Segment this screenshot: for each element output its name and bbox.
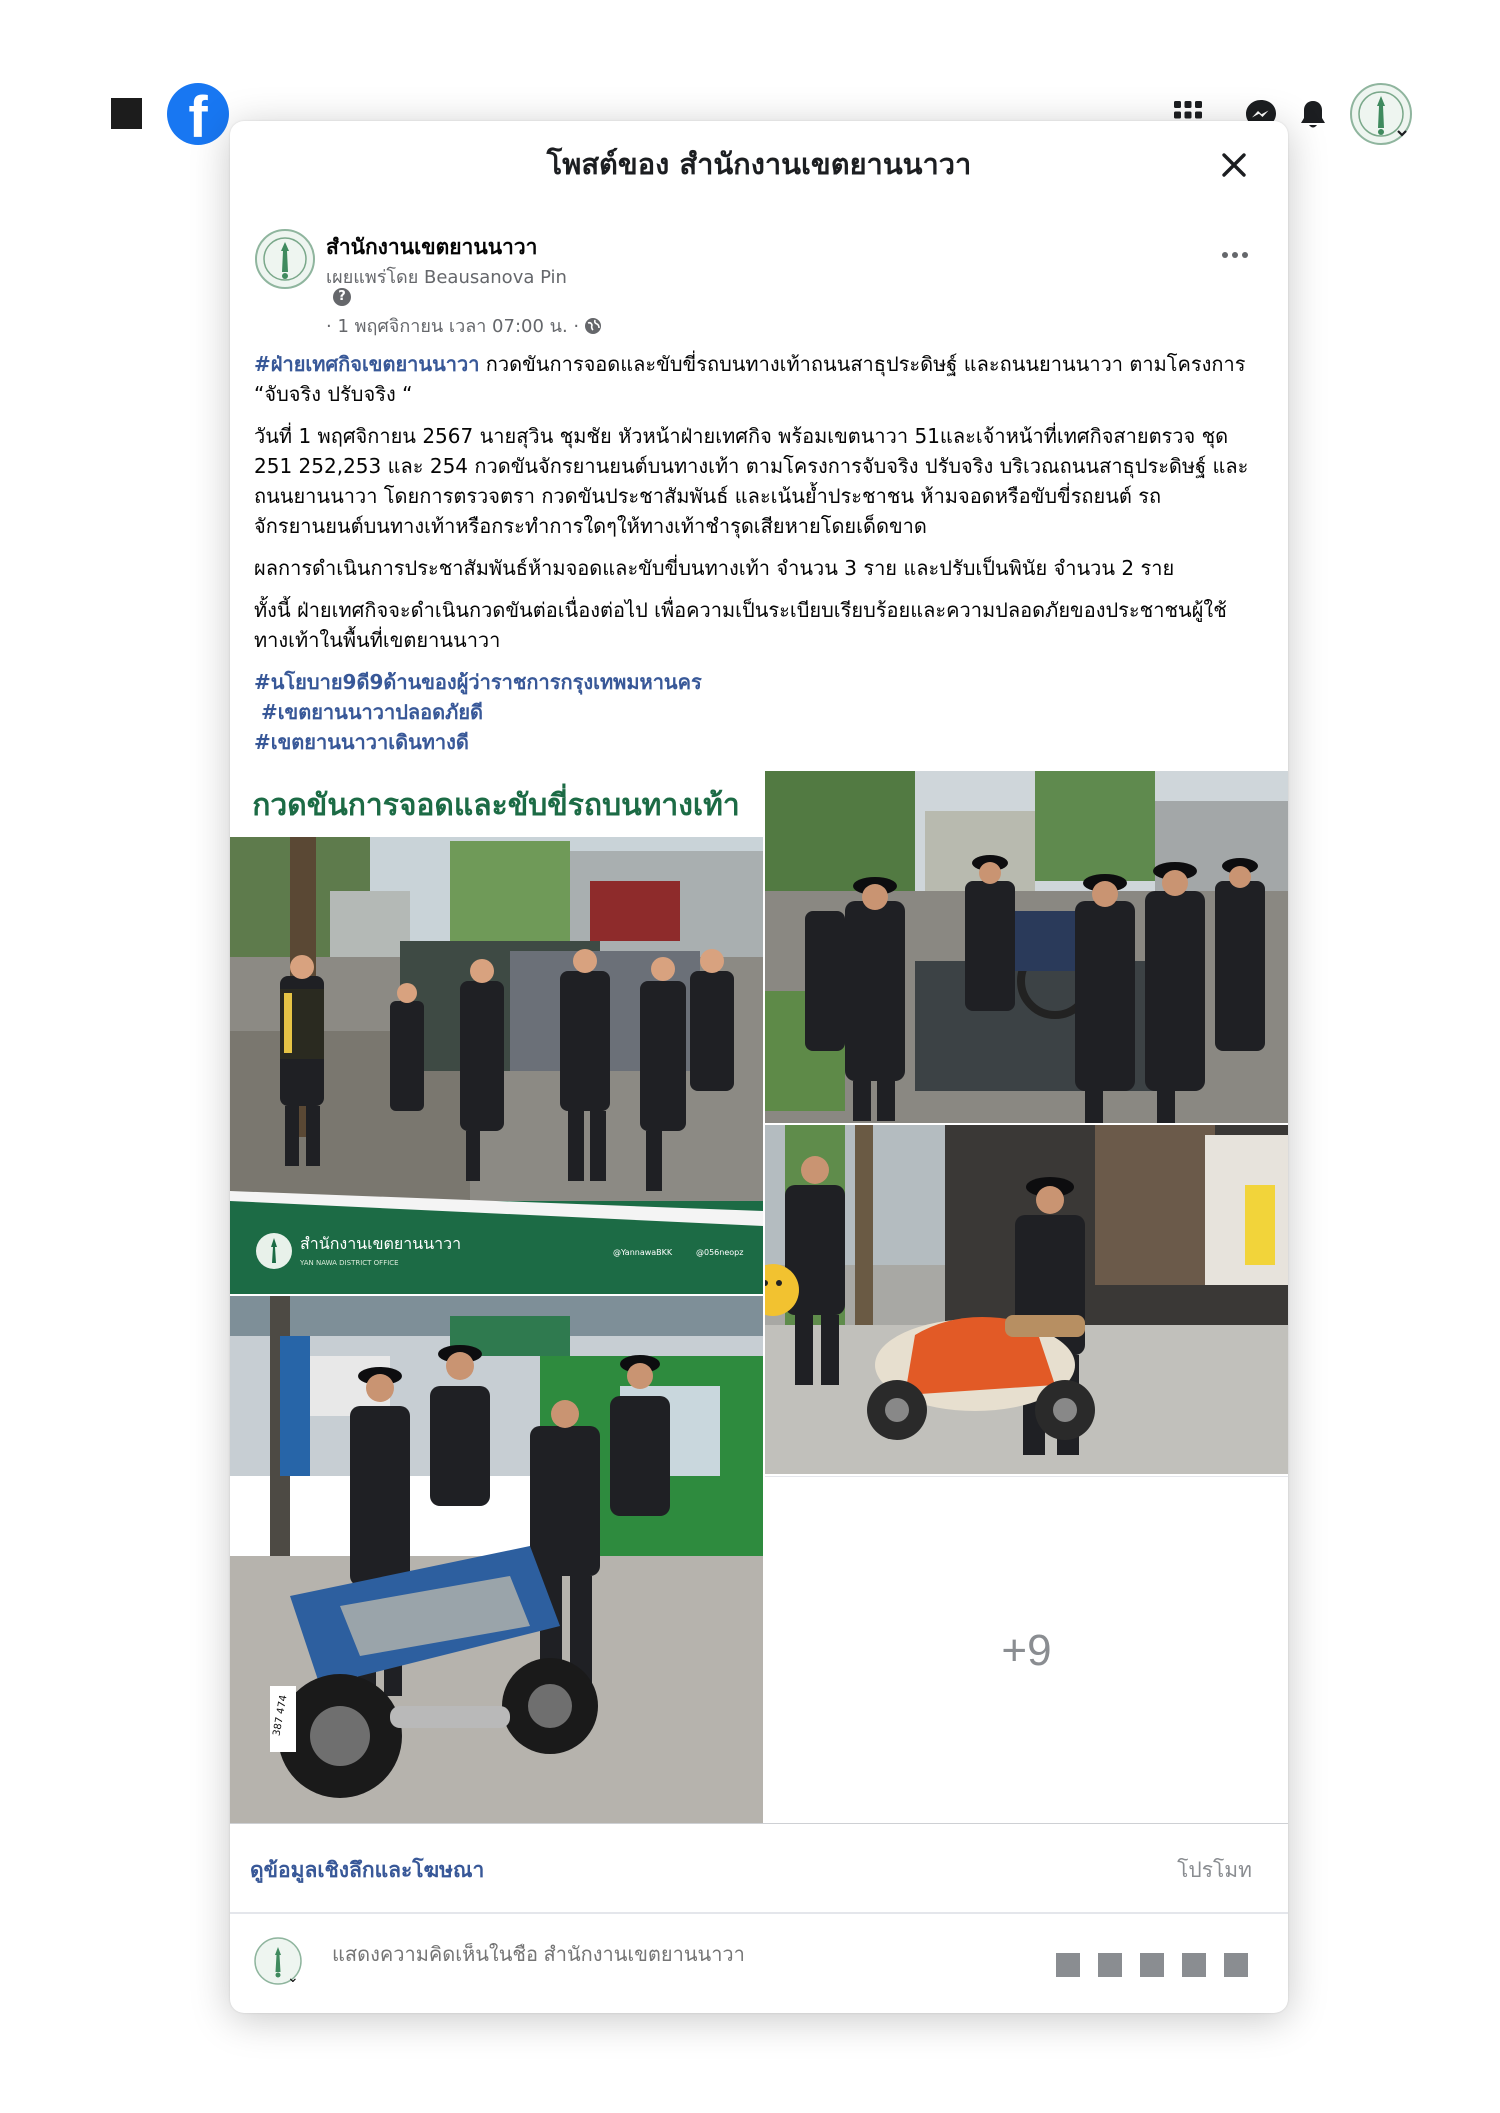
comment-tool-icon[interactable] (1182, 1953, 1206, 1977)
comment-tool-icon[interactable] (1098, 1953, 1122, 1977)
photo-banner-officers[interactable] (230, 771, 763, 1294)
paragraph-1-text: กวดขันการจอดและขับขี่รถบนทางเท้าถนนสาธุประดิษฐ์ และถนนยานนาวา ตามโครงการ “จับจริง ปรับจริง “ (254, 352, 1246, 406)
author-avatar[interactable] (255, 229, 315, 289)
comment-tools (1056, 1953, 1248, 1977)
view-insights-link[interactable]: ดูข้อมูลเชิงลึกและโฆษณา (250, 1858, 485, 1882)
comment-input[interactable] (330, 1943, 1034, 1968)
modal-title: โพสต์ของ สำนักงานเขตยานนาวา (546, 147, 972, 181)
timestamp-text: · 1 พฤศจิกายน เวลา 07:00 น. · (326, 316, 580, 337)
facebook-logo-icon[interactable]: f (167, 83, 229, 145)
post-modal (230, 121, 1288, 2013)
more-options-button[interactable] (1215, 245, 1255, 265)
photo-loading-motorcycle[interactable] (765, 771, 1288, 1123)
bell-icon[interactable] (1288, 90, 1338, 140)
insights-bar (230, 1823, 1288, 1914)
hashtag-link[interactable]: #เขตยานนาวาเดินทางดี (254, 730, 469, 754)
account-avatar[interactable] (1349, 82, 1413, 146)
license-plate: 387 474 (271, 1694, 290, 1737)
photo-grid (230, 771, 1288, 1823)
banner-social: @YannawaBKK (613, 1248, 673, 1257)
author-name[interactable]: สำนักงานเขตยานนาวา (326, 235, 538, 259)
paragraph-3: ผลการดำเนินการประชาสัมพันธ์ห้ามจอดและขับขี่บนทางเท้า จำนวน 3 ราย และปรับเป็นพินัย จำนวน 2 ราย (254, 556, 1175, 580)
photo-sidewalk-motorcycle[interactable] (765, 1125, 1288, 1474)
banner-office-en: YAN NAWA DISTRICT OFFICE (300, 1259, 399, 1267)
comment-tool-icon[interactable] (1140, 1953, 1164, 1977)
post-timestamp[interactable] (326, 311, 602, 340)
hashtag-link[interactable]: #เขตยานนาวาปลอดภัยดี (254, 700, 484, 724)
photo-blue-motorcycle[interactable] (230, 1296, 763, 1823)
post-body (254, 349, 1264, 757)
promote-button[interactable]: โปรโมท (1177, 1858, 1252, 1882)
hashtag-link[interactable]: #นโยบาย9ดี9ด้านของผู้ว่าราชการกรุงเทพมหานคร (254, 670, 702, 694)
globe-icon (584, 317, 602, 335)
paragraph-4: ทั้งนี้ ฝ่ายเทศกิจจะดำเนินกวดขันต่อเนื่องต่อไป เพื่อความเป็นระเบียบเรียบร้อยและความปลอดภัยของประชาชนผู้ใช้ทางเท้าในพื้นที่เขตยานนาวา (254, 598, 1227, 652)
close-button[interactable] (1212, 143, 1256, 187)
more-photos-count: +9 (1001, 1625, 1052, 1675)
chevron-down-icon[interactable]: ⌄ (287, 1970, 299, 1986)
comment-tool-icon[interactable] (1224, 1953, 1248, 1977)
help-icon[interactable]: ? (333, 288, 351, 306)
hashtag-list (254, 667, 1264, 757)
paragraph-1 (254, 349, 1264, 409)
comment-tool-icon[interactable] (1056, 1953, 1080, 1977)
paragraph-2: วันที่ 1 พฤศจิกายน 2567 นายสุวิน ชุมชัย หัวหน้าฝ่ายเทศกิจ พร้อมเขตนาวา 51และเจ้าหน้าที่เทศกิจสายตรวจ ชุด 251 252,253 และ 254 กวดขันจักรยานยนต์บนทางเท้า ตามโครงการจับจริง ปรับจริง บริเวณถนนสาธุประดิษฐ์ และถนนยานนาวา โดยการตรวจตรา กวดขันประชาสัมพันธ์ และเน้นย้ำประชาชน ห้ามจอดหรือขับขี่รถยนต์ รถจักรยานยนต์บนทางเท้าหรือกระทำการใดๆให้ทางเท้าชำรุดเสียหายโดยเด็ดขาด (254, 424, 1249, 538)
close-icon (1221, 152, 1247, 178)
banner-line-id: @056neopz (696, 1248, 744, 1257)
banner-office-name: สำนักงานเขตยานนาวา (300, 1234, 462, 1253)
modal-header (230, 121, 1288, 213)
hashtag-link[interactable]: #ฝ่ายเทศกิจเขตยานนาวา (254, 352, 480, 376)
banner-title: กวดขันการจอดและขับขี่รถบนทางเท้า (252, 788, 740, 823)
menu-square-icon[interactable] (111, 98, 142, 129)
comment-bar (230, 1913, 1288, 2013)
more-photos-tile[interactable] (765, 1476, 1288, 1824)
published-by[interactable]: เผยแพร่โดย Beausanova Pin (326, 267, 567, 288)
